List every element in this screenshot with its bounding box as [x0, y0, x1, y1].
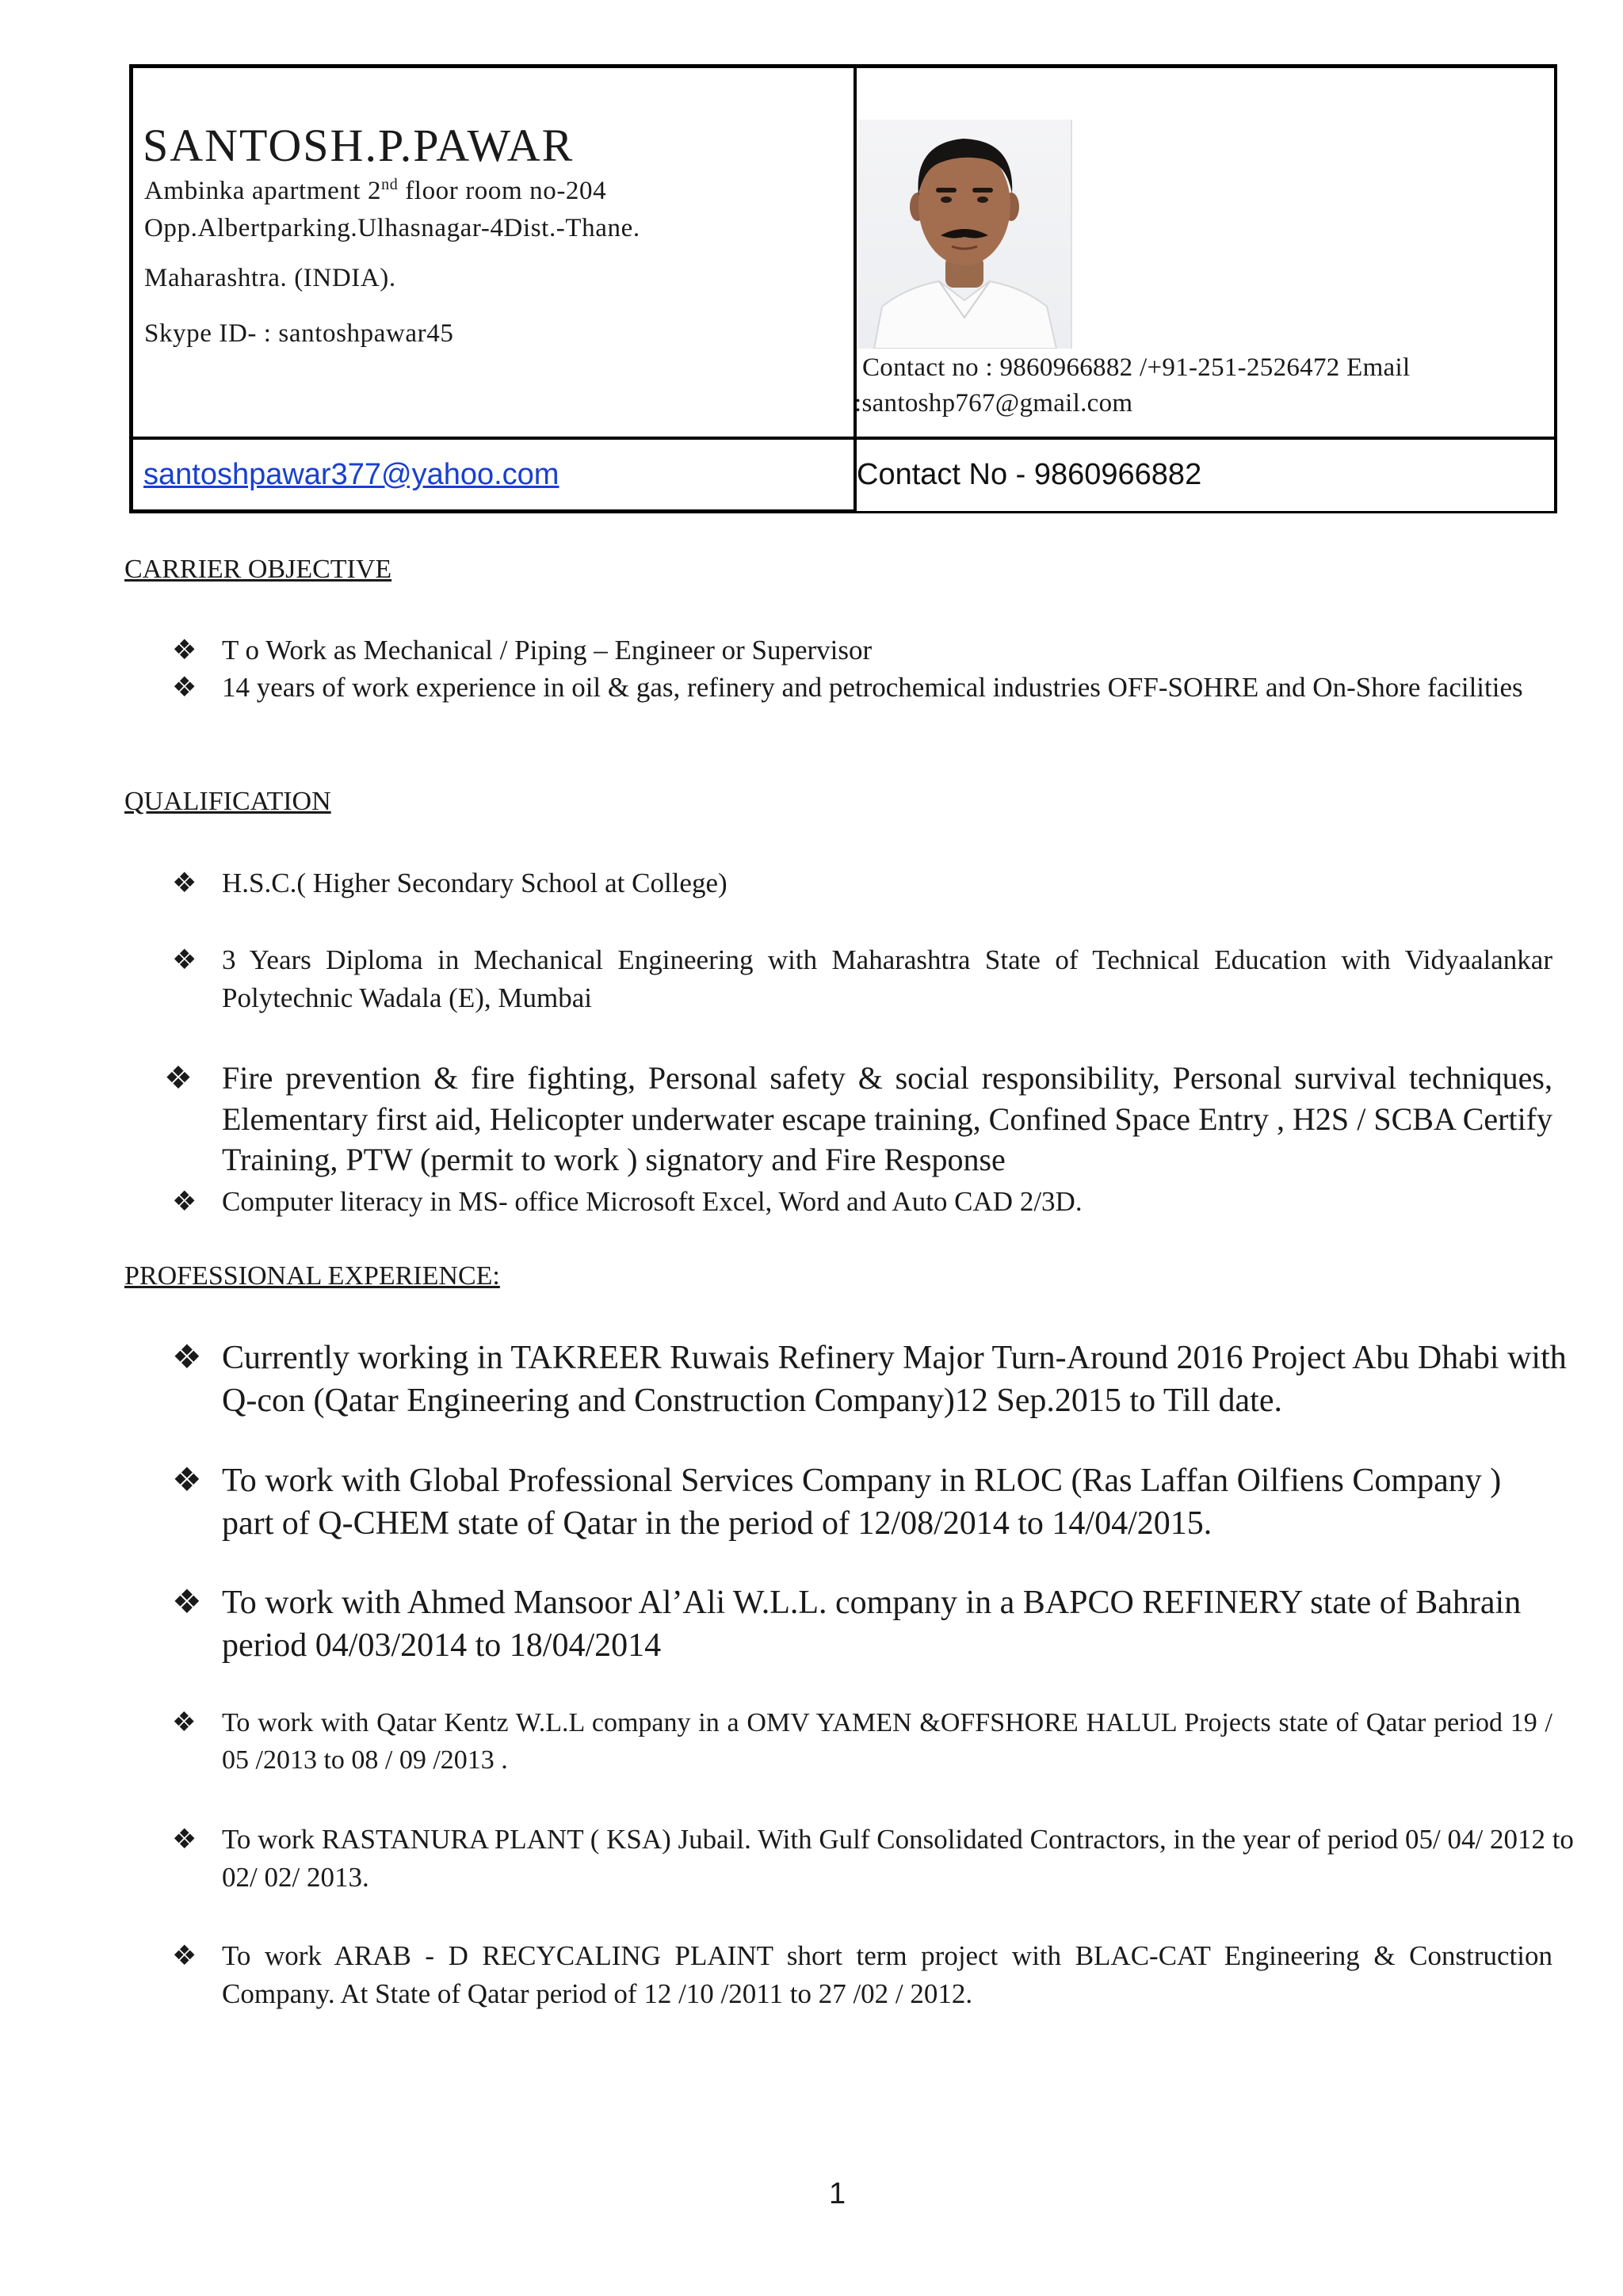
list-item: ❖ Currently working in TAKREER Ruwais Refinery Major Turn-Around 2016 Project Abu Dhabi with Q-con (Qatar Engineering and Construction Company)12 Sep.2015 to Till date. — [222, 1337, 1575, 1423]
bullet-icon: ❖ — [172, 1340, 202, 1376]
bullet-icon: ❖ — [172, 1824, 197, 1855]
bullet-icon: ❖ — [172, 868, 197, 898]
list-item: ❖ To work RASTANURA PLANT ( KSA) Jubail. With Gulf Consolidated Contractors, in the year of period 05/ 04/ 2012 to 02/ 02/ 2013. — [222, 1821, 1575, 1897]
address-line-3: Maharashtra. (INDIA). — [144, 264, 396, 292]
bullet-icon: ❖ — [172, 672, 197, 703]
bullet-icon: ❖ — [164, 1060, 193, 1096]
address-line-1: Ambinka apartment 2nd floor room no-204 — [144, 176, 607, 205]
profile-photo — [858, 120, 1072, 349]
skype-id: Skype ID- : santoshpawar45 — [144, 319, 454, 348]
list-item: ❖ T o Work as Mechanical / Piping – Engineer or Supervisor — [222, 631, 1552, 669]
list-item: ❖ To work ARAB - D RECYCALING PLAINT short term project with BLAC-CAT Engineering & Construction Company. At State of Qatar period of 12 /10 /2011 to 27 /02 / 2012. — [222, 1937, 1552, 2014]
contact-gmail: :santoshp767@gmail.com — [854, 389, 1133, 418]
section-title-qualification: QUALIFICATION — [124, 787, 331, 816]
list-item: ❖ To work with Global Professional Services Company in RLOC (Ras Laffan Oilfiens Company ) part of Q-CHEM state of Qatar in the period of 12/08/2014 to 14/04/2015. — [222, 1460, 1560, 1546]
email-link[interactable]: santoshpawar377@yahoo.com — [143, 458, 559, 491]
bullet-icon: ❖ — [172, 1585, 202, 1621]
address-line-2: Opp.Albertparking.Ulhasnagar-4Dist.-Thane. — [144, 214, 640, 242]
section-title-objective: CARRIER OBJECTIVE — [124, 555, 392, 584]
list-item: ❖ 3 Years Diploma in Mechanical Engineering with Maharashtra State of Technical Education with Vidyaalankar Polytechnic Wadala (E), Mumbai — [222, 941, 1552, 1018]
contact-number: Contact No - 9860966882 — [857, 458, 1202, 491]
list-item: ❖ Computer literacy in MS- office Microsoft Excel, Word and Auto CAD 2/3D. — [222, 1183, 1552, 1221]
bullet-icon: ❖ — [172, 1463, 202, 1499]
contact-numbers: Contact no : 9860966882 /+91-251-2526472 Email — [862, 353, 1411, 382]
list-item: ❖ Fire prevention & fire fighting, Personal safety & social responsibility, Personal survival techniques, Elementary first aid, Helicopter underwater escape training, Confined Space Entry , H2S / SCBA Certify Training, PTW (permit to work ) signatory and Fire Response — [222, 1058, 1552, 1180]
section-title-experience: PROFESSIONAL EXPERIENCE: — [124, 1261, 500, 1291]
candidate-name: SANTOSH.P.PAWAR — [143, 120, 575, 171]
bullet-icon: ❖ — [172, 1940, 197, 1971]
page-number: 1 — [829, 2177, 846, 2210]
bullet-icon: ❖ — [172, 944, 197, 975]
list-item: ❖ 14 years of work experience in oil & gas, refinery and petrochemical industries OFF-SOHRE and On-Shore facilities — [222, 669, 1552, 707]
list-item: ❖ H.S.C.( Higher Secondary School at College) — [222, 864, 1552, 902]
bullet-icon: ❖ — [172, 1708, 197, 1737]
bullet-icon: ❖ — [172, 635, 197, 666]
list-item: ❖ To work with Ahmed Mansoor Al’Ali W.L.L. company in a BAPCO REFINERY state of Bahrain period 04/03/2014 to 18/04/2014 — [222, 1582, 1560, 1668]
list-item: ❖ To work with Qatar Kentz W.L.L company in a OMV YAMEN &OFFSHORE HALUL Projects state of Qatar period 19 / 05 /2013 to 08 / 09 /2013 . — [222, 1705, 1552, 1779]
bullet-icon: ❖ — [172, 1186, 197, 1217]
